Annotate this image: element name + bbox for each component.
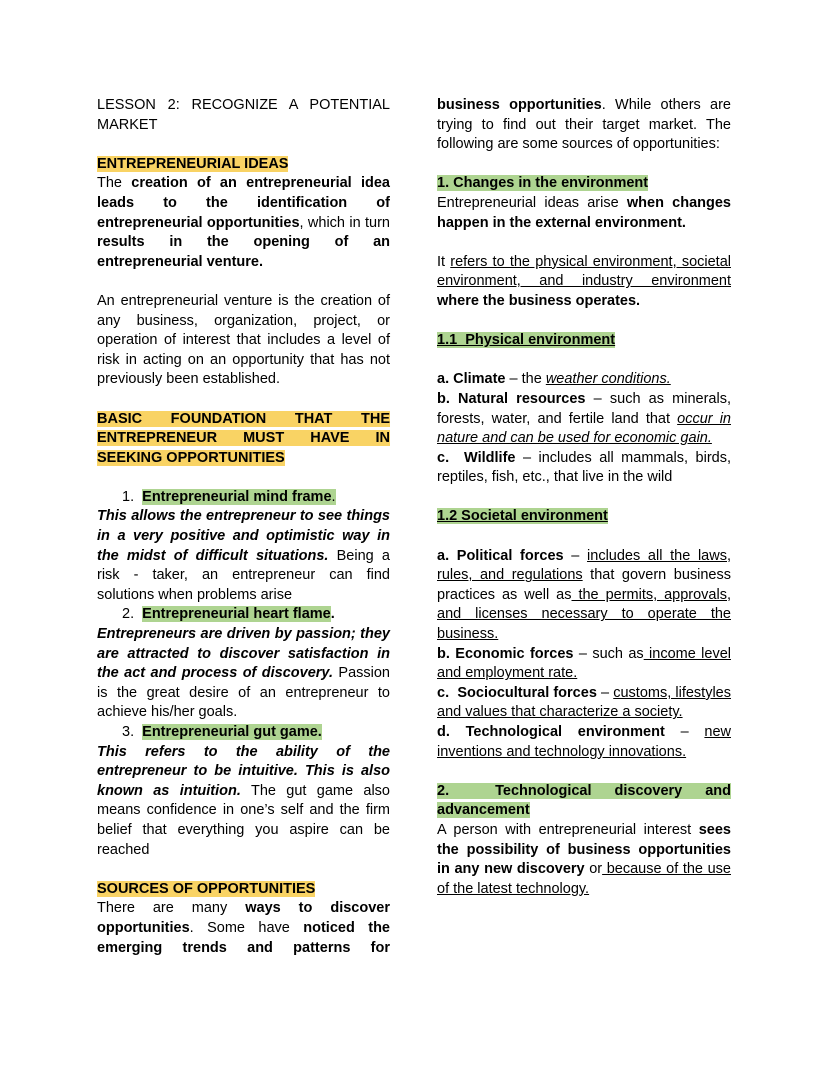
text-run: when changes happen in the external environment. [437, 194, 731, 231]
text-run: noticed the emerging trends and patterns for [97, 919, 390, 956]
text-run: . Some have [189, 919, 304, 936]
paragraph [437, 547, 731, 645]
paragraph [437, 684, 731, 723]
text-run: the permits, approvals, and licenses necessary to operate the business. [437, 586, 731, 643]
paragraph [97, 625, 390, 723]
text-run: The gut game also means confidence in one’s self and the firm belief that everything you aspire can be reached [97, 782, 390, 858]
text-column-left [97, 96, 390, 958]
paragraph [437, 253, 731, 312]
text-run: SOURCES OF OPPORTUNITIES [97, 880, 316, 897]
text-run: d. Technological environment [437, 724, 665, 740]
text-run: Entrepreneurs are driven by passion; they are attracted to discover satisfaction in the act and process of discovery. [97, 626, 390, 682]
text-run: Entrepreneurial heart flame [142, 606, 331, 623]
text-run: where the business operates. [437, 292, 641, 309]
text-run: business opportunities [437, 97, 602, 113]
text-run: c. Wildlife [437, 449, 516, 466]
text-run: 1.2 Societal environment [437, 508, 608, 525]
paragraph [437, 194, 731, 233]
section-heading [437, 507, 731, 527]
section-heading [97, 880, 390, 900]
paragraph [97, 292, 390, 390]
paragraph [437, 645, 731, 684]
text-run: . While others are trying to find out their target market. The following are some sources of opportunities: [437, 97, 731, 153]
text-run: Passion is the great desire of an entrepreneur to achieve his/her goals. [97, 665, 390, 721]
text-run: – the [505, 371, 546, 388]
text-run: 3. [122, 724, 143, 740]
text-run: . [330, 606, 335, 623]
text-run: because of the use of the latest technology. [437, 861, 731, 897]
text-run: BASIC FOUNDATION THAT THE ENTREPRENEUR MUST HAVE IN SEEKING OPPORTUNITIES [97, 410, 390, 466]
text-run: There are many [97, 900, 246, 917]
text-column-right [437, 96, 731, 899]
section-heading [437, 782, 731, 821]
list-item [97, 488, 390, 508]
section-heading [437, 174, 731, 194]
text-run: a. Political forces [437, 547, 564, 564]
section-heading [437, 331, 731, 351]
text-run: 2. [122, 606, 143, 623]
paragraph [437, 723, 731, 762]
paragraph [97, 743, 390, 861]
text-run: It [437, 253, 451, 270]
text-run: . [331, 488, 336, 505]
text-run: income level and employment rate. [437, 645, 731, 682]
text-run: Entrepreneurial ideas arise [437, 194, 627, 211]
paragraph [97, 96, 390, 135]
text-run: that govern business practices as well as [437, 567, 731, 603]
text-run: sees the possibility of business opportunities in any new discovery [437, 821, 731, 878]
paragraph [97, 507, 390, 605]
text-run: ENTREPRENEURIAL IDEAS [97, 155, 289, 172]
text-run: ways to discover opportunities [97, 900, 390, 936]
text-run: or [584, 861, 603, 878]
text-run: 1. [122, 488, 143, 505]
paragraph [97, 174, 390, 272]
text-run: – such as minerals, forests, water, and fertile land that [437, 390, 731, 427]
text-run: – such as [573, 645, 644, 662]
section-heading [97, 410, 390, 469]
text-run: results in the opening of an entrepreneurial venture. [97, 234, 390, 270]
paragraph [97, 899, 390, 958]
paragraph [437, 390, 731, 449]
text-run: – [664, 724, 705, 740]
text-run: refers to the physical environment, societal environment, and industry environment [437, 253, 731, 290]
text-run: Being a risk - taker, an entrepreneur can find solutions when problems arise [97, 547, 390, 603]
text-run: A person with entrepreneurial interest [437, 821, 699, 838]
text-run: 1. Changes in the environment [437, 175, 649, 192]
text-run: 1.1 Physical environment [437, 332, 616, 349]
text-run: This refers to the ability of the entrepreneur to be intuitive. This is also known as intuition. [97, 743, 390, 799]
text-run: , which in turn [299, 214, 390, 231]
text-run: b. Natural resources [437, 390, 586, 407]
text-run: weather conditions. [545, 371, 671, 388]
text-run: b. Economic forces [437, 645, 574, 662]
text-run: – [596, 684, 614, 701]
text-run: – [563, 547, 588, 564]
text-run: Entrepreneurial mind frame [142, 488, 332, 505]
text-run: – includes all mammals, birds, reptiles, fish, etc., that live in the wild [437, 449, 731, 486]
text-run: creation of an entrepreneurial idea leads to the identification of entrepreneurial opportunities [97, 175, 391, 231]
text-run: new inventions and technology innovations. [437, 724, 731, 760]
text-run: LESSON 2: RECOGNIZE A POTENTIAL MARKET [97, 97, 390, 133]
text-run: occur in nature and can be used for economic gain. [437, 410, 731, 447]
text-run: Entrepreneurial gut game. [142, 724, 322, 740]
text-run: includes all the laws, rules, and regulations [437, 547, 731, 584]
text-run: The [97, 175, 132, 192]
text-run: a. Climate [437, 371, 506, 388]
paragraph [437, 449, 731, 488]
list-item [97, 723, 390, 743]
text-run: customs, lifestyles and values that characterize a society. [437, 684, 731, 721]
list-item [97, 605, 390, 625]
text-run: An entrepreneurial venture is the creation of any business, organization, project, or operation of interest that includes a level of risk in acting on an opportunity that has not previously been established. [97, 292, 390, 388]
paragraph [437, 370, 731, 390]
text-run: c. Sociocultural forces [437, 684, 597, 701]
text-run: 2. Technological discovery and advancement [437, 782, 731, 819]
section-heading [97, 155, 390, 175]
paragraph [437, 96, 731, 155]
text-run: This allows the entrepreneur to see things in a very positive and optimistic way in the midst of difficult situations. [97, 508, 390, 564]
paragraph [437, 821, 731, 899]
